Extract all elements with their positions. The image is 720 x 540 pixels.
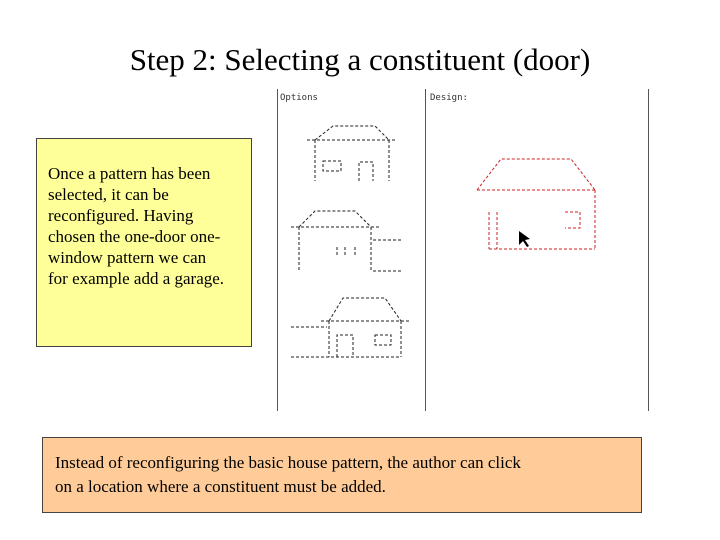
slide-title: Step 2: Selecting a constituent (door) — [129, 42, 591, 77]
design-house-outline[interactable] — [477, 159, 595, 249]
reconfigure-note-text: Once a pattern has been selected, it can be reconfigured. Having chosen the one-door one- window pattern we can for example add a garage. — [48, 164, 225, 288]
option-one-door-one-window[interactable] — [307, 126, 397, 181]
house-design-app — [277, 89, 649, 411]
options-pane-label: Options — [280, 93, 318, 103]
option-with-garage[interactable] — [291, 211, 401, 271]
add-constituent-note — [42, 437, 642, 513]
design-pane-label: Design: — [430, 93, 468, 103]
house-sketches — [277, 89, 649, 411]
option-extended-house[interactable] — [291, 298, 409, 357]
mouse-pointer-icon — [519, 231, 530, 247]
reconfigure-note — [36, 138, 252, 347]
add-constituent-note-text: Instead of reconfiguring the basic house pattern, the author can click on a location where a constituent must be added. — [55, 453, 521, 496]
